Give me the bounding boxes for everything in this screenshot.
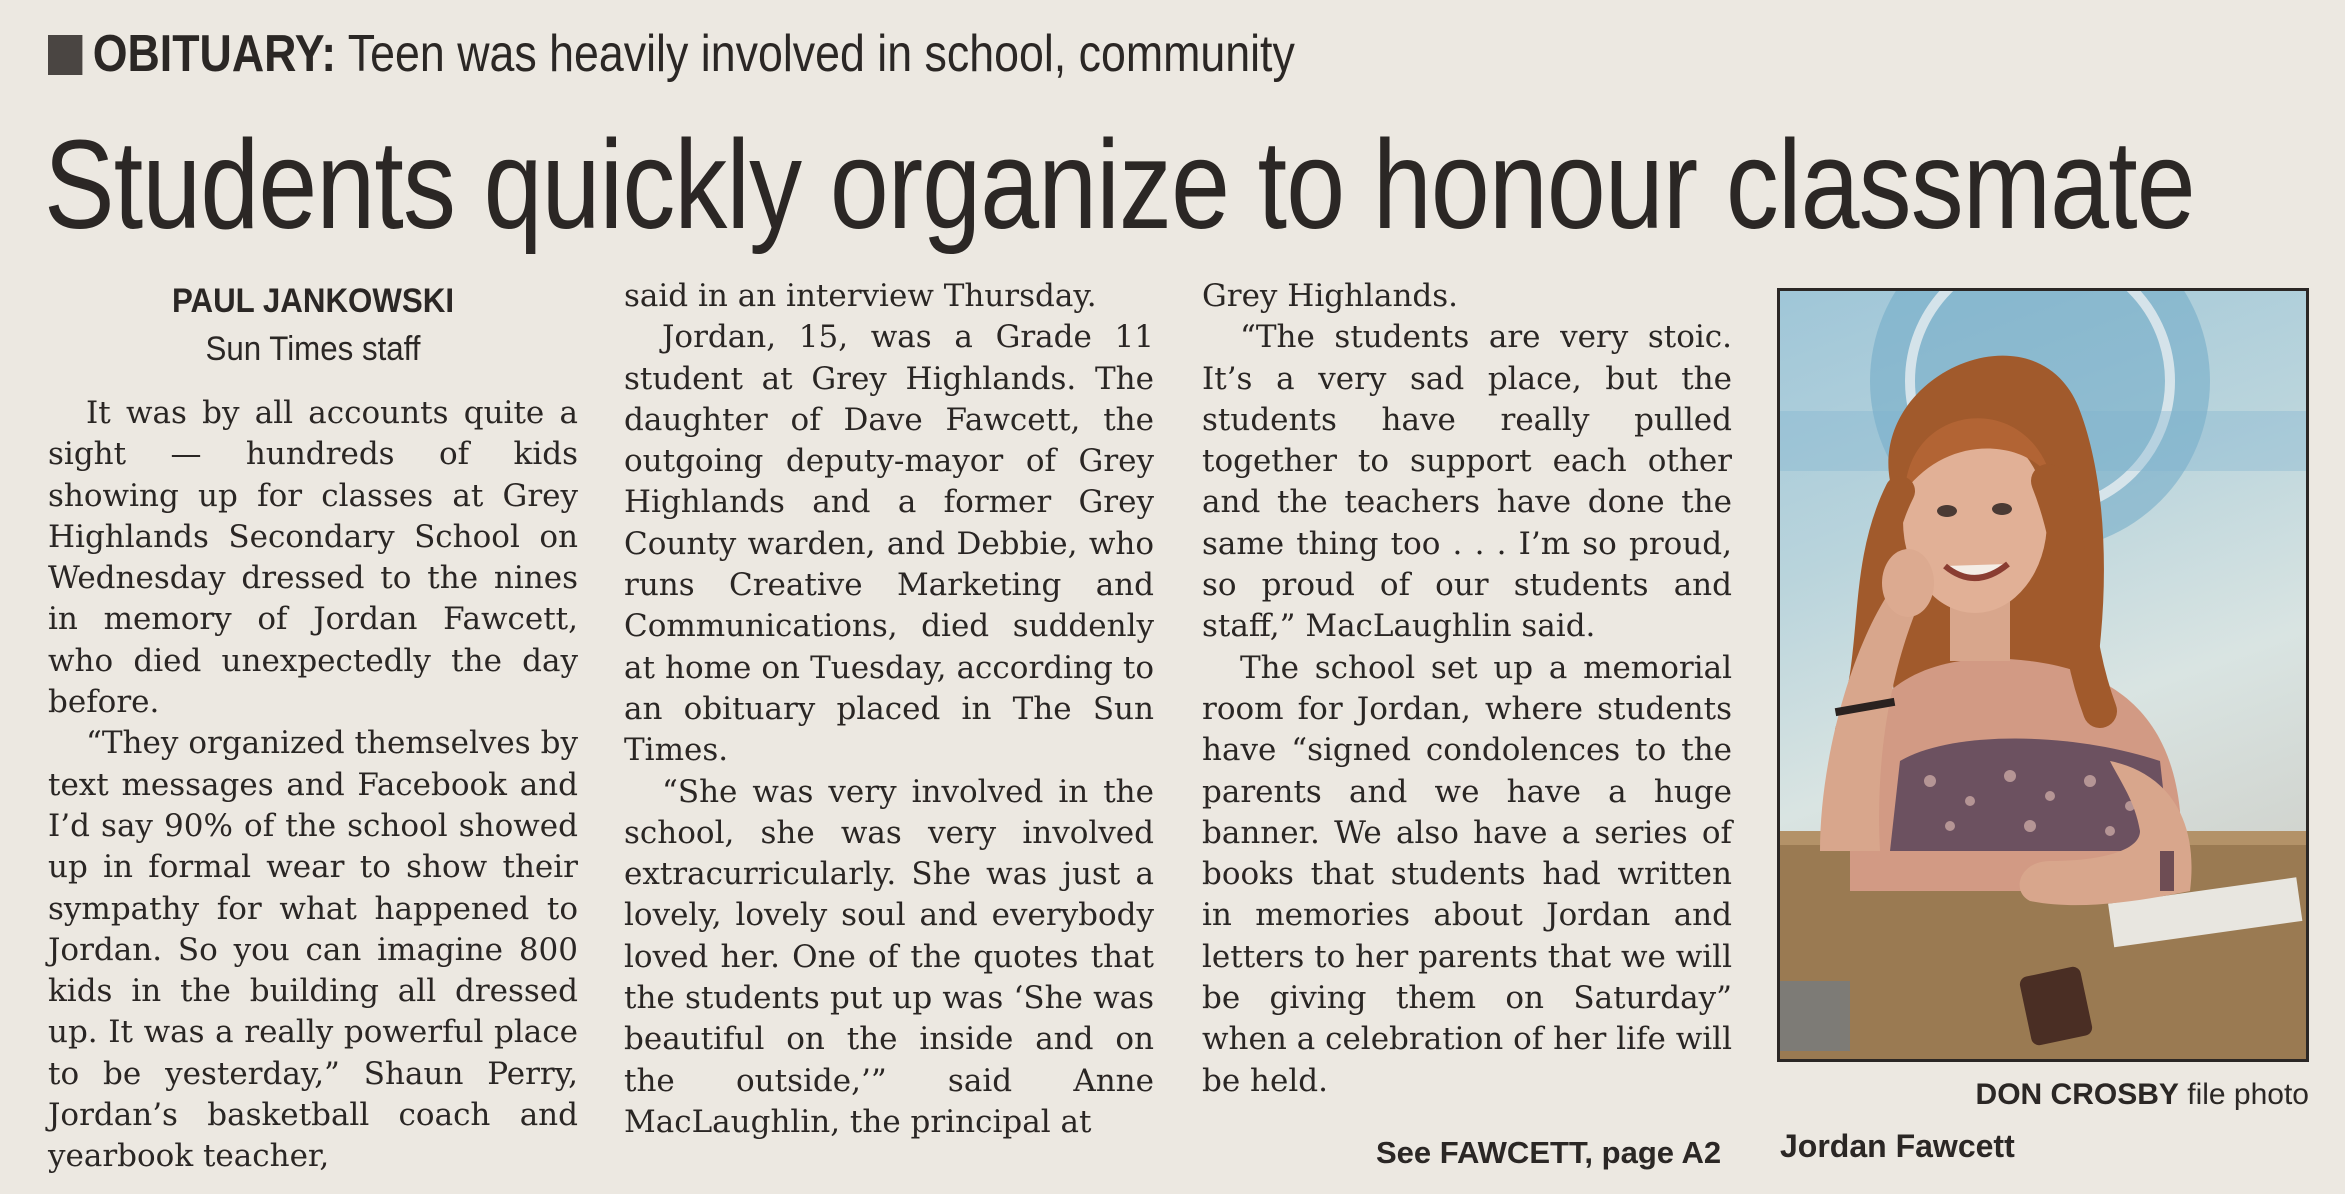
article-paragraph: Grey Highlands. [1202,278,1459,314]
article-column-3 [1202,276,1732,1102]
photo-credit-suffix: file photo [2187,1078,2309,1111]
headline: Students quickly organize to honour classmate [44,114,2195,255]
byline-org: Sun Times staff [205,330,421,368]
article-paragraph: It was by all accounts quite a sight — hundreds of kids showing up for classes at Grey Highlands Secondary School on Wednesday dressed to the nines in memory of Jordan Fawcett, who died unexpectedly the day before. [48,395,578,721]
article-paragraph: Jordan, 15, was a Grade 11 student at Grey Highlands. The daughter of Dave Fawcett, the outgoing deputy-mayor of Grey Highlands and a former Grey County warden, and Debbie, who runs Creative Marketing and Communications, died suddenly at home on Tuesday, according to an obituary placed in The Sun Times. [624,319,1154,769]
photo-credit [1976,1078,2309,1112]
portrait-photo [1777,288,2309,1062]
kicker-label: OBITUARY: [92,25,337,83]
photo-caption: Jordan Fawcett [1780,1128,2015,1164]
portrait-illustration [1780,291,2306,1059]
article-paragraph: “They organized themselves by text messages and Facebook and I’d say 90% of the school showed up in formal wear to show their sympathy for what happened to Jordan. So you can imagine 800 kids in the building all dressed up. It was a really powerful place to be yesterday,” Shaun Perry, Jordan’s basketball coach and yearbook teacher, [48,725,578,1175]
article-paragraph: “She was very involved in the school, she was very involved extracurricularly. She was just a lovely, lovely soul and everybody loved her. One of the quotes that the students put up was ‘She was beautiful on the inside and on the outside,’” said Anne MacLaughlin, the principal at [624,773,1154,1140]
kicker [48,22,1295,86]
kicker-square-icon [48,35,82,75]
article-paragraph: said in an interview Thursday. [624,278,1097,314]
jump-line: See FAWCETT, page A2 [1376,1135,1722,1170]
article-column-2 [624,276,1154,1143]
photo-credit-name: DON CROSBY [1975,1078,2179,1111]
article-paragraph: The school set up a memorial room for Jordan, where students have “signed condolences to the parents and we have a huge banner. We also have a series of books that students had written in memories about Jordan and letters to her parents that we will be giving them on Saturday” when a celebration of her life will be held. [1202,649,1732,1099]
article-column-1 [48,393,578,1178]
kicker-text: Teen was heavily involved in school, community [347,25,1295,83]
byline-name: PAUL JANKOWSKI [171,282,455,320]
article-paragraph: “The students are very stoic. It’s a very sad place, but the students have really pulled together to support each other and the teachers have done the same thing too . . . I’m so proud, so proud of our students and staff,” MacLaughlin said. [1202,319,1732,645]
